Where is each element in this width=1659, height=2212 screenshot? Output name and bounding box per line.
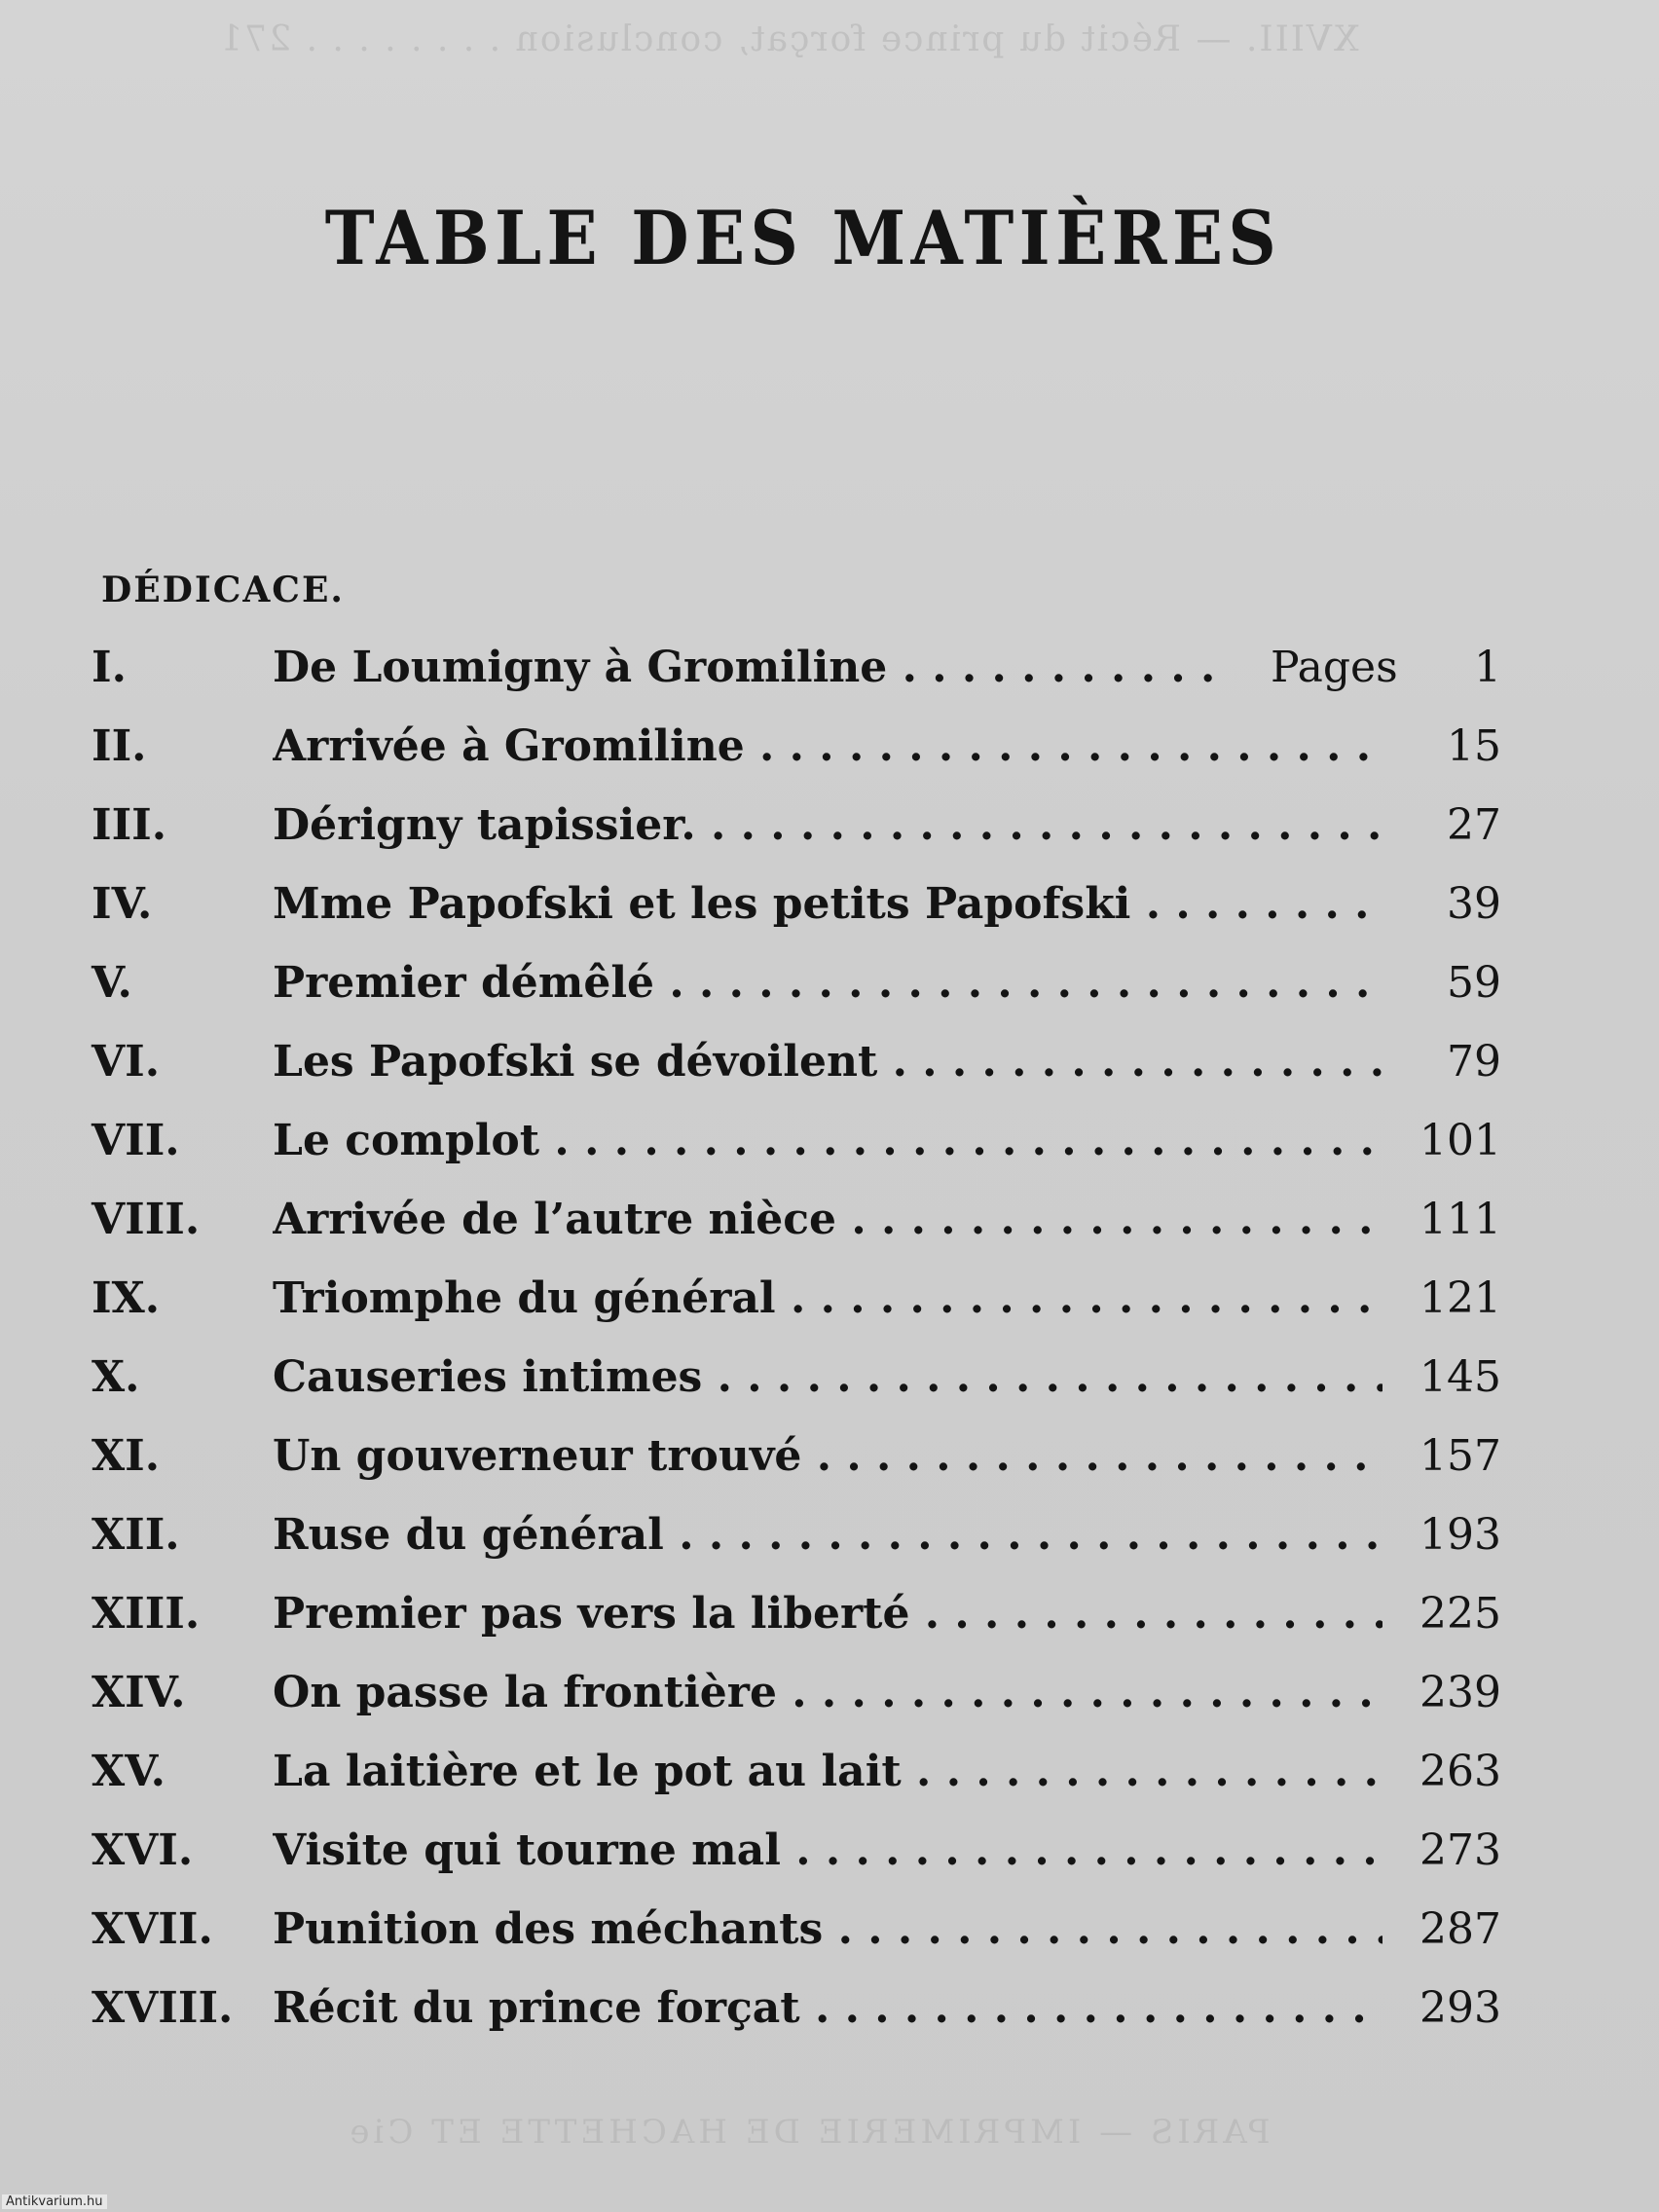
chapter-title: Arrivée à Gromiline . . . [273, 721, 1382, 771]
page-number: 27 [1447, 800, 1501, 850]
chapter-number: XIV. [92, 1668, 186, 1717]
toc-row [0, 800, 1659, 859]
toc-row [0, 1116, 1659, 1174]
chapter-title: Causeries intimes . . . [273, 1352, 1382, 1402]
chapter-number: II. [92, 721, 147, 771]
pages-label: Pages [1271, 643, 1398, 692]
chapter-title: Récit du prince forçat . . . [273, 1983, 1382, 2033]
chapter-number: XVIII. [92, 1983, 234, 2033]
page-number: 59 [1447, 958, 1501, 1008]
chapter-number: I. [92, 643, 127, 692]
chapter-title: Arrivée de l’autre nièce . . . [273, 1195, 1382, 1244]
page-number: 145 [1419, 1352, 1501, 1402]
chapter-number: VI. [92, 1037, 161, 1087]
page-number: 1 [1474, 643, 1501, 692]
page-number: 239 [1419, 1668, 1501, 1717]
toc-row [0, 1431, 1659, 1490]
page-number: 293 [1419, 1983, 1501, 2033]
page-number: 111 [1419, 1195, 1501, 1244]
page-number: 101 [1419, 1116, 1501, 1165]
chapter-number: VIII. [92, 1195, 201, 1244]
chapter-title: De Loumigny à Gromiline . . . [273, 643, 1217, 692]
chapter-title: Dérigny tapissier. . . . [273, 800, 1382, 850]
chapter-title: Visite qui tourne mal . . . [273, 1825, 1382, 1875]
bleed-through-text-top: XVIII. — Récit du prince forçat, conclusion . . . . . . . . 271 [218, 19, 1359, 59]
page-number: 287 [1419, 1904, 1501, 1954]
chapter-number: XI. [92, 1431, 161, 1481]
toc-row [0, 643, 1659, 701]
toc-row [0, 1195, 1659, 1253]
page-number: 193 [1419, 1510, 1501, 1560]
watermark: Antikvarium.hu [2, 2194, 107, 2209]
chapter-title: Mme Papofski et les petits Papofski . . . [273, 879, 1382, 929]
chapter-title: Un gouverneur trouvé . . . [273, 1431, 1382, 1481]
chapter-title: Les Papofski se dévoilent . . . [273, 1037, 1382, 1087]
chapter-number: V. [92, 958, 132, 1008]
page-number: 157 [1419, 1431, 1501, 1481]
dedication-heading: DÉDICACE. [101, 570, 345, 610]
chapter-title: Punition des méchants . . . [273, 1904, 1382, 1954]
chapter-title: Premier pas vers la liberté . . . [273, 1589, 1382, 1639]
chapter-number: XVI. [92, 1825, 194, 1875]
chapter-number: IX. [92, 1273, 161, 1323]
chapter-title: Triomphe du général . . . [273, 1273, 1382, 1323]
page-title: TABLE DES MATIÈRES [324, 195, 1282, 281]
toc-row [0, 1352, 1659, 1411]
chapter-title: La laitière et le pot au lait . . . [273, 1747, 1382, 1796]
chapter-number: III. [92, 800, 167, 850]
chapter-number: XIII. [92, 1589, 201, 1639]
toc-row [0, 1037, 1659, 1095]
page-number: 263 [1419, 1747, 1501, 1796]
toc-row [0, 1904, 1659, 1963]
toc-row [0, 958, 1659, 1016]
chapter-number: X. [92, 1352, 140, 1402]
chapter-title: Ruse du général . . . [273, 1510, 1382, 1560]
toc-row [0, 1747, 1659, 1805]
toc-row [0, 1983, 1659, 2042]
chapter-title: On passe la frontière . . . [273, 1668, 1382, 1717]
toc-row [0, 1668, 1659, 1726]
chapter-number: XVII. [92, 1904, 213, 1954]
toc-row [0, 1825, 1659, 1884]
toc-row [0, 879, 1659, 938]
bleed-through-text-bottom: PARIS — IMPRIMERIE DE HACHETTE ET Cie [346, 2113, 1271, 2152]
chapter-title: Premier démêlé . . . [273, 958, 1382, 1008]
toc-row [0, 1273, 1659, 1332]
page-number: 225 [1419, 1589, 1501, 1639]
page-number: 121 [1419, 1273, 1501, 1323]
toc-row [0, 1589, 1659, 1647]
page-number: 39 [1447, 879, 1501, 929]
chapter-title: Le complot . . . [273, 1116, 1382, 1165]
chapter-number: VII. [92, 1116, 180, 1165]
chapter-number: XV. [92, 1747, 166, 1796]
page-number: 79 [1447, 1037, 1501, 1087]
chapter-number: IV. [92, 879, 153, 929]
toc-row [0, 721, 1659, 780]
page-number: 273 [1419, 1825, 1501, 1875]
toc-row [0, 1510, 1659, 1568]
page-number: 15 [1447, 721, 1501, 771]
chapter-number: XII. [92, 1510, 180, 1560]
